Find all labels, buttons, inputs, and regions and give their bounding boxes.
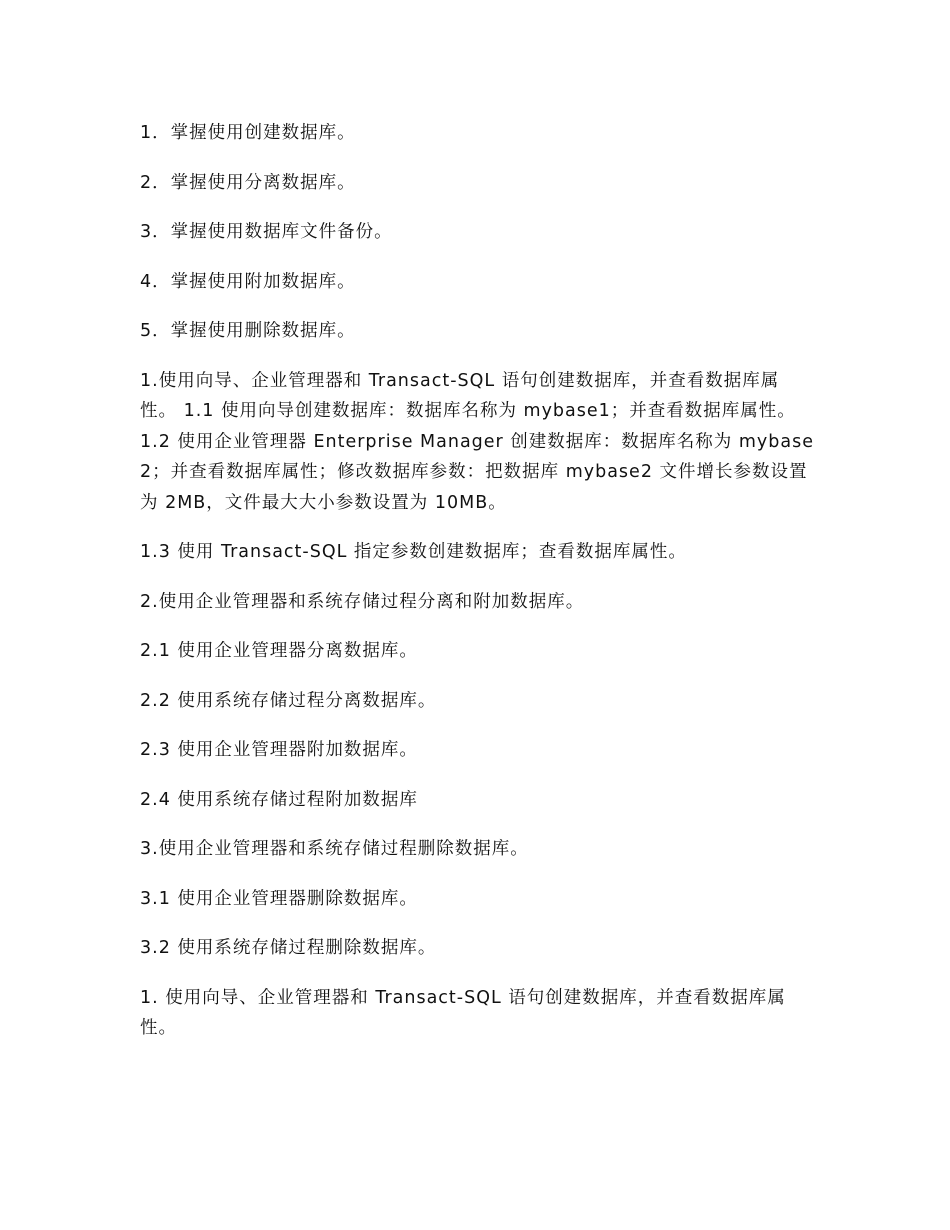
task-2-4: 2.4 使用系统存储过程附加数据库 [140,789,418,810]
task-3-description: 3.使用企业管理器和系统存储过程删除数据库。 [140,839,529,859]
task-2-1: 2.1 使用企业管理器分离数据库。 [140,641,418,661]
task-2-description: 2.使用企业管理器和系统存储过程分离和附加数据库。 [140,591,585,612]
task-1-3: 1.3 使用 Transact-SQL 指定参数创建数据库；查看数据库属性。 [140,542,687,562]
task-1-heading-repeat: 1. 使用向导、企业管理器和 Transact-SQL 语句创建数据库，并查看数据库属性。 [140,987,786,1038]
objective-1: 1．掌握使用创建数据库。 [140,123,356,143]
task-1-description: 1.使用向导、企业管理器和 Transact-SQL 语句创建数据库，并查看数据库属性。 1.1 使用向导创建数据库：数据库名称为 mybase1；并查看数据库属性。 1.2 使用企业管理器 Enterprise Manager 创建数据库：数据库名称为 mybase2；并查看数据库属性；修改数据库参数：把数据库 mybase2 文件增长参数设置为 2MB，文件最大大小参数设置为 10MB。 [140,370,814,513]
document-body [140,118,815,1063]
task-2-3: 2.3 使用企业管理器附加数据库。 [140,740,418,760]
objective-5: 5．掌握使用删除数据库。 [140,321,356,341]
objective-4: 4．掌握使用附加数据库。 [140,271,356,292]
objective-3: 3．掌握使用数据库文件备份。 [140,222,393,242]
task-3-1: 3.1 使用企业管理器删除数据库。 [140,888,418,909]
task-2-2: 2.2 使用系统存储过程分离数据库。 [140,690,437,711]
task-3-2: 3.2 使用系统存储过程删除数据库。 [140,938,437,958]
objective-2: 2．掌握使用分离数据库。 [140,172,356,193]
